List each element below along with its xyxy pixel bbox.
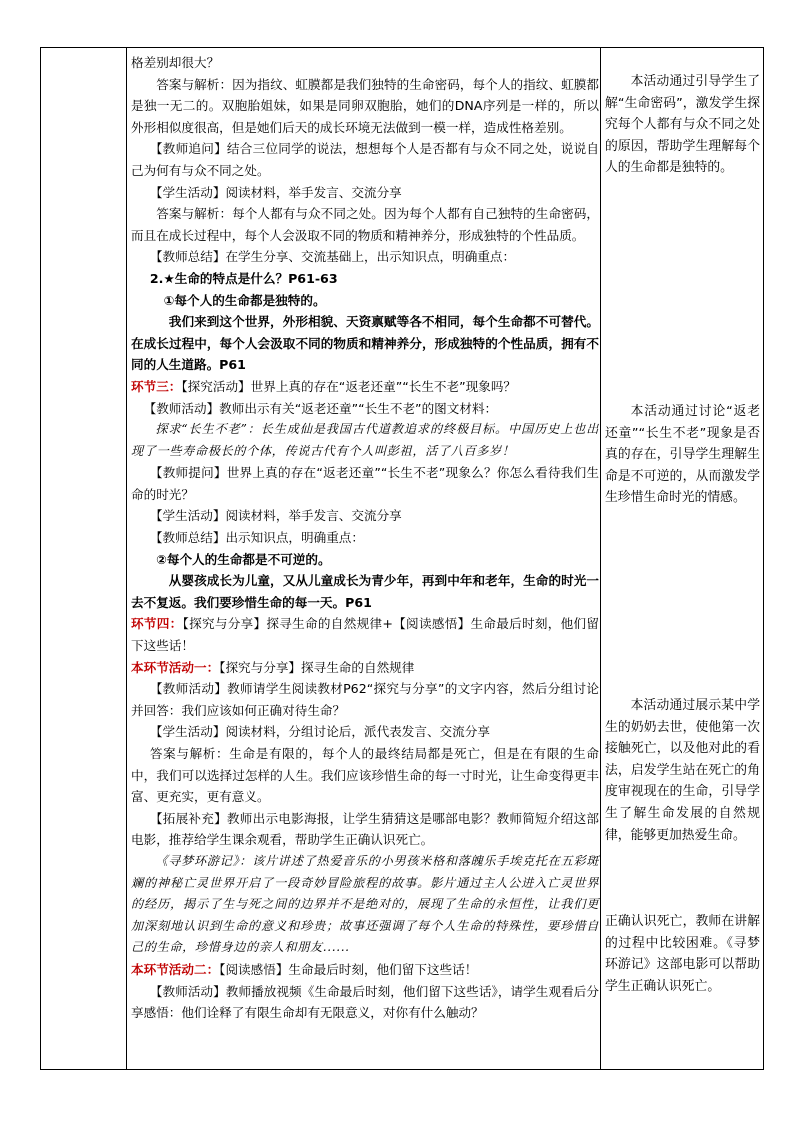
activity1-heading xyxy=(131,657,599,679)
section4-text: 【探究与分享】探寻生命的自然规律+【阅读感悟】生命最后时刻，他们留下这些话！ xyxy=(131,616,599,654)
main-line-1: 答案与解析：因为指纹、虹膜都是我们独特的生命密码，每个人的指纹、虹膜都是独一无二的。双胞胎姐妹，如果是同卵双胞胎，她们的DNA序列是一样的，所以外形相似度很高，但是她们后天的成长环境无法做到一模一样，造成性格差别。 xyxy=(131,76,599,135)
section3-text: 【探究活动】世界上真的存在“返老还童”“长生不老”现象吗？ xyxy=(181,378,517,394)
s3-line-5: ②每个人的生命都是不可逆的。 xyxy=(156,551,331,567)
design-note-4 xyxy=(605,911,760,997)
s3-line-0: 【教师活动】教师出示有关“返老还童”“长生不老”的图文材料： xyxy=(143,400,498,416)
activity2-heading xyxy=(131,959,599,981)
design-note-2 xyxy=(605,401,760,509)
note-4-text: 正确认识死亡，教师在讲解的过程中比较困难。《寻梦环游记》这部电影可以帮助学生正确认识死亡。 xyxy=(605,914,760,994)
lesson-table xyxy=(40,47,764,1070)
a1-line-4: 《寻梦环游记》：该片讲述了热爱音乐的小男孩米格和落魄乐手埃克托在五彩斑斓的神秘亡灵世界开启了一段奇妙冒险旅程的故事。影片通过主人公进入亡灵世界的经历，揭示了生与死之间的边界并不是绝对的，展现了生命的永恒性，让我们更加深刻地认识到生命的意义和珍贵；故事还强调了每个人生命的特殊性，要珍惜自己的生命，珍惜身边的亲人和朋友...... xyxy=(131,853,599,955)
main-line-0: 格差别却很大？ xyxy=(131,55,220,70)
s3-line-2: 【教师提问】世界上真的存在“返老还童”“长生不老”现象么？你怎么看待我们生命的时光？ xyxy=(131,465,599,502)
a1-line-3: 【拓展补充】教师出示电影海报，让学生猜猜这是哪部电影？教师简短介绍这部电影，推荐给学生课余观看，帮助学生正确认识死亡。 xyxy=(131,810,599,848)
a2-line-0: 【教师活动】教师播放视频《生命最后时刻，他们留下这些话》，请学生观看后分享感悟：他们诠释了有限生命却有无限意义，对你有什么触动？ xyxy=(131,983,599,1021)
design-note-3 xyxy=(605,695,760,846)
main-line-4: 答案与解析：每个人都有与众不同之处。因为每个人都有自己独特的生命密码，而且在成长过程中，每个人会汲取不同的物质和精神养分，形成独特的个性品质。 xyxy=(131,206,599,243)
a1-line-1: 【学生活动】阅读材料，分组讨论后，派代表发言、交流分享 xyxy=(149,724,490,740)
section3-label: 环节三： xyxy=(131,378,182,394)
s3-line-3: 【学生活动】阅读材料，举手发言、交流分享 xyxy=(149,508,402,524)
main-line-6: 2.★生命的特点是什么？P61-63 xyxy=(149,270,338,286)
column-divider-left xyxy=(126,48,127,1069)
activity1-label: 本环节活动一： xyxy=(131,659,220,675)
activity2-label: 本环节活动二： xyxy=(131,961,220,977)
note-2-text: 本活动通过讨论“返老还童”“长生不老”现象是否真的存在，引导学生理解生命是不可逆的，从而激发学生珍惜生命时光的情感。 xyxy=(605,404,760,506)
note-1-text: 本活动通过引导学生了解“生命密码”，激发学生探究每个人都有与众不同之处的原因，帮助学生理解每个人的生命都是独特的。 xyxy=(605,74,760,176)
design-note-1 xyxy=(605,71,760,179)
s3-line-4: 【教师总结】出示知识点，明确重点： xyxy=(149,530,364,546)
activity1-text: 【探究与分享】探寻生命的自然规律 xyxy=(219,659,415,675)
main-line-2: 【教师追问】结合三位同学的说法，想想每个人是否都有与众不同之处，说说自己为何有与众不同之处。 xyxy=(131,141,599,178)
main-line-8: 我们来到这个世界，外形相貌、天资禀赋等各不相同，每个生命都不可替代。在成长过程中，每个人会汲取不同的物质和精神养分，形成独特的个性品质，拥有不同的人生道路。P61 xyxy=(131,314,599,373)
a1-line-0: 【教师活动】教师请学生阅读教材P62“探究与分享”的文字内容，然后分组讨论并回答：我们应该如何正确对待生命？ xyxy=(131,681,599,718)
activity2-text: 【阅读感悟】生命最后时刻，他们留下这些话！ xyxy=(219,961,478,977)
main-line-5: 【教师总结】在学生分享、交流基础上，出示知识点，明确重点： xyxy=(149,249,516,265)
column-divider-right xyxy=(600,48,601,1069)
main-line-3: 【学生活动】阅读材料，举手发言、交流分享 xyxy=(149,184,402,200)
note-3-text: 本活动通过展示某中学生的奶奶去世，使他第一次接触死亡，以及他对此的看法，启发学生站在死亡的角度审视现在的生命，引导学生了解生命发展的自然规律，能够更加热爱生命。 xyxy=(605,698,760,843)
section4-heading xyxy=(131,613,599,656)
main-content-column xyxy=(131,52,599,1024)
main-line-7: ①每个人的生命都是独特的。 xyxy=(163,292,326,308)
section3-heading xyxy=(131,376,599,398)
section4-label: 环节四： xyxy=(131,616,183,632)
a1-line-2: 答案与解析：生命是有限的，每个人的最终结局都是死亡，但是在有限的生命中，我们可以选择过怎样的人生。我们应该珍惜生命的每一寸时光，让生命变得更丰富、更充实，更有意义。 xyxy=(131,746,599,805)
s3-line-1: 探求“长生不老”：长生成仙是我国古代道教追求的终极目标。中国历史上也出现了一些寿命极长的个体，传说古代有个人叫彭祖，活了八百多岁！ xyxy=(131,422,599,458)
s3-line-6: 从婴孩成长为儿童，又从儿童成长为青少年，再到中年和老年，生命的时光一去不复返。我们要珍惜生命的每一天。P61 xyxy=(131,573,599,610)
